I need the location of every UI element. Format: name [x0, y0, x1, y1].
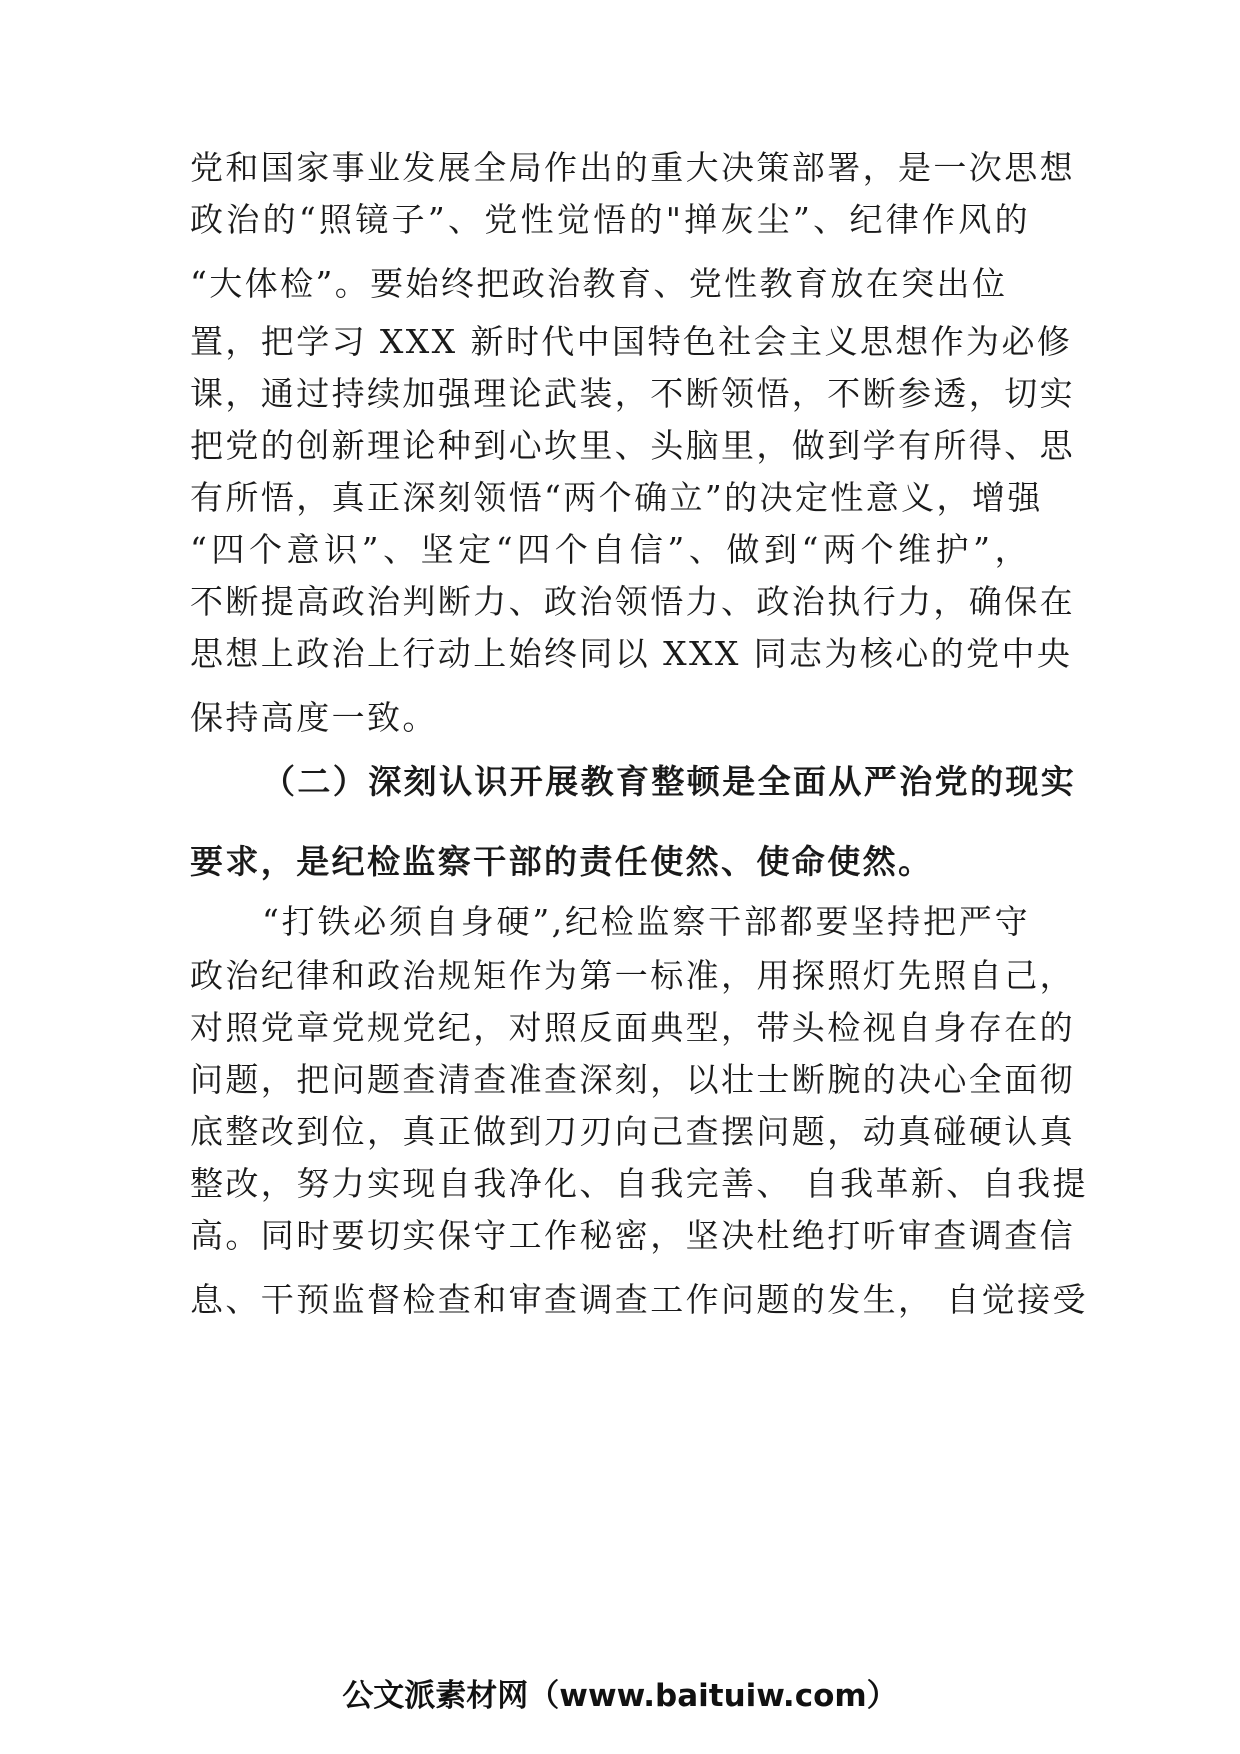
- body-text-line: 课，通过持续加强理论武装，不断领悟，不断参透，切实: [190, 374, 1075, 413]
- body-text-line: 置，把学习 XXX 新时代中国特色社会主义思想作为必修: [190, 322, 1073, 361]
- body-text-line: 保持高度一致。: [190, 698, 438, 737]
- body-text-line: 政治的“照镜子”、党性觉悟的"掸灰尘”、纪律作风的: [190, 200, 1030, 239]
- body-text-line: “打铁必须自身硬”,纪检监察干部都要坚持把严守: [262, 902, 1030, 941]
- body-text-line: 把党的创新理论种到心坎里、头脑里，做到学有所得、思: [190, 426, 1075, 465]
- body-text-line: 政治纪律和政治规矩作为第一标准，用探照灯先照自己，: [190, 956, 1075, 995]
- footer-watermark-text: 公文派素材网（www.baituiw.com）: [342, 1678, 898, 1714]
- body-text-line: 底整改到位，真正做到刀刃向己查摆问题，动真碰硬认真: [190, 1112, 1075, 1151]
- section-heading-line: 要求，是纪检监察干部的责任使然、使命使然。: [190, 842, 934, 881]
- body-text-line: 对照党章党规党纪，对照反面典型，带头检视自身存在的: [190, 1008, 1075, 1047]
- body-text-line: “四个意识”、坚定“四个自信”、做到“两个维护”，: [190, 530, 1030, 569]
- body-text-line: 整改，努力实现自我净化、自我完善、 自我革新、自我提: [190, 1164, 1088, 1203]
- body-text-line: 党和国家事业发展全局作出的重大决策部署，是一次思想: [190, 148, 1075, 187]
- body-text-line: “大体检”。要始终把政治教育、党性教育放在突出位: [190, 264, 1008, 303]
- body-text-line: 息、干预监督检查和审查调查工作问题的发生， 自觉接受: [190, 1280, 1088, 1319]
- body-text-line: 高。同时要切实保守工作秘密，坚决杜绝打听审查调查信: [190, 1216, 1075, 1255]
- body-text-line: 思想上政治上行动上始终同以 XXX 同志为核心的党中央: [190, 634, 1073, 673]
- body-text-line: 不断提高政治判断力、政治领悟力、政治执行力，确保在: [190, 582, 1075, 621]
- body-text-line: 问题，把问题查清查准查深刻，以壮士断腕的决心全面彻: [190, 1060, 1075, 1099]
- body-text-line: 有所悟，真正深刻领悟“两个确立”的决定性意义，增强: [190, 478, 1043, 517]
- section-heading-line: （二）深刻认识开展教育整顿是全面从严治党的现实: [262, 762, 1077, 801]
